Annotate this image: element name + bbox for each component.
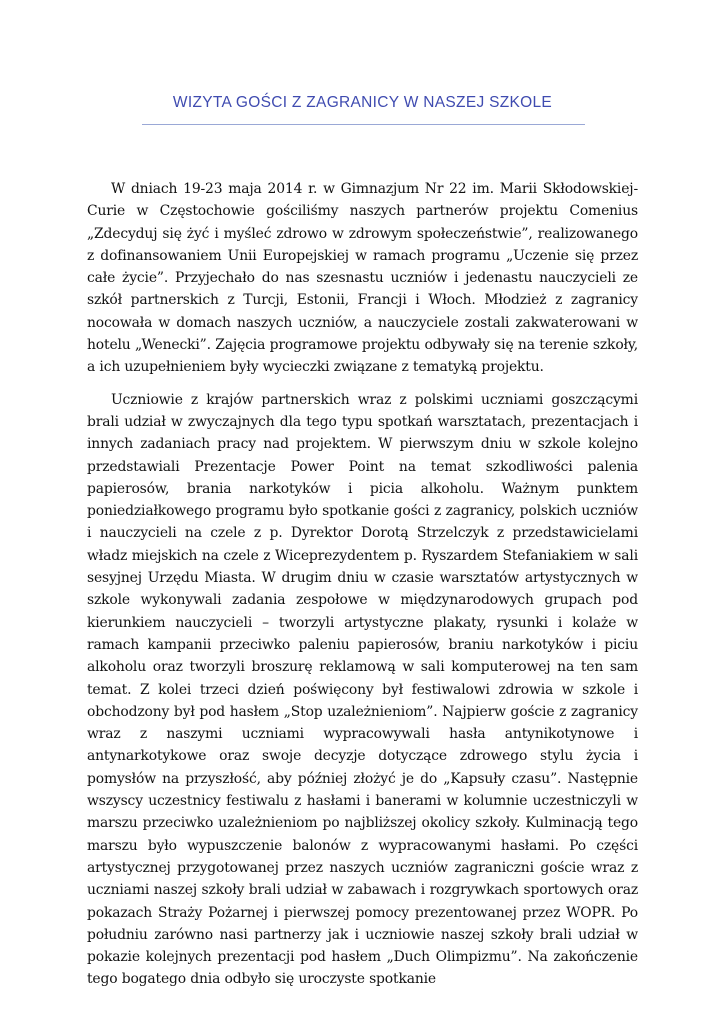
paragraph-intro: W dniach 19-23 maja 2014 r. w Gimnazjum Nr 22 im. Marii Skłodowskiej-Curie w Częstochowie gościliśmy naszych partnerów projektu Comenius „Zdecyduj się żyć i myśleć zdrowo w zdrowym społeczeństwie”, realizowanego z dofinansowaniem Unii Europejskiej w ramach programu „Uczenie się przez całe życie”. Przyjechało do nas szesnastu uczniów i jedenastu nauczycieli ze szkół partnerskich z Turcji, Estonii, Francji i Włoch. Młodzież z zagranicy nocowała w domach naszych uczniów, a nauczyciele zostali zakwaterowani w hotelu „Wenecki”. Zajęcia programowe projektu odbywały się na terenie szkoły, a ich uzupełnieniem były wycieczki związane z tematyką projektu.	[87, 181, 638, 376]
title-underline	[142, 124, 585, 125]
paragraph-program: Uczniowie z krajów partnerskich wraz z polskimi uczniami goszczącymi brali udział w zwyczajnych dla tego typu spotkań warsztatach, prezentacjach i innych zadaniach pracy nad projektem. W pierwszym dniu w szkole kolejno przedstawiali Prezentacje Power Point na temat szkodliwości palenia papierosów, brania narkotyków i picia alkoholu. Ważnym punktem poniedziałkowego programu było spotkanie gości z zagranicy, polskich uczniów i nauczycieli na czele z p. Dyrektor Dorotą Strzelczyk z przedstawicielami władz miejskich na czele z Wiceprezydentem p. Ryszardem Stefaniakiem w sali sesyjnej Urzędu Miasta. W drugim dniu w czasie warsztatów artystycznych w szkole wykonywali zadania zespołowe w międzynarodowych grupach pod kierunkiem nauczycieli – tworzyli artystyczne plakaty, rysunki i kolaże w ramach kampanii przeciwko paleniu papierosów, braniu narkotyków i piciu alkoholu oraz tworzyli broszurę reklamową w sali komputerowej na ten sam temat. Z kolei trzeci dzień poświęcony był festiwalowi zdrowia w szkole i obchodzony był pod hasłem „Stop uzależnieniom”. Najpierw goście z zagranicy wraz z naszymi uczniami wypracowywali hasła antynikotynowe i antynarkotykowe oraz swoje decyzje dotyczące zdrowego stylu życia i pomysłów na przyszłość, aby później złożyć je do „Kapsuły czasu”. Następnie wszyscy uczestnicy festiwalu z hasłami i banerami w kolumnie uczestniczyli w marszu przeciwko uzależnieniom po najbliższej okolicy szkoły. Kulminacją tego marszu było wypuszczenie balonów z wypracowanymi hasłami. Po części artystycznej przygotowanej przez naszych uczniów zagraniczni goście wraz z uczniami naszej szkoły brali udział w zabawach i rozgrywkach sportowych oraz pokazach Straży Pożarnej i pierwszej pomocy prezentowanej przez WOPR. Po południu zarówno nasi partnerzy jak i uczniowie naszej szkoły brali udział w pokazie kolejnych prezentacji pod hasłem „Duch Olimpizmu”. Na zakończenie tego bogatego dnia odbyło się uroczyste spotkanie	[87, 391, 638, 988]
article-body	[87, 178, 638, 1001]
page-title: WIZYTA GOŚCI Z ZAGRANICY W NASZEJ SZKOLE	[172, 94, 553, 111]
